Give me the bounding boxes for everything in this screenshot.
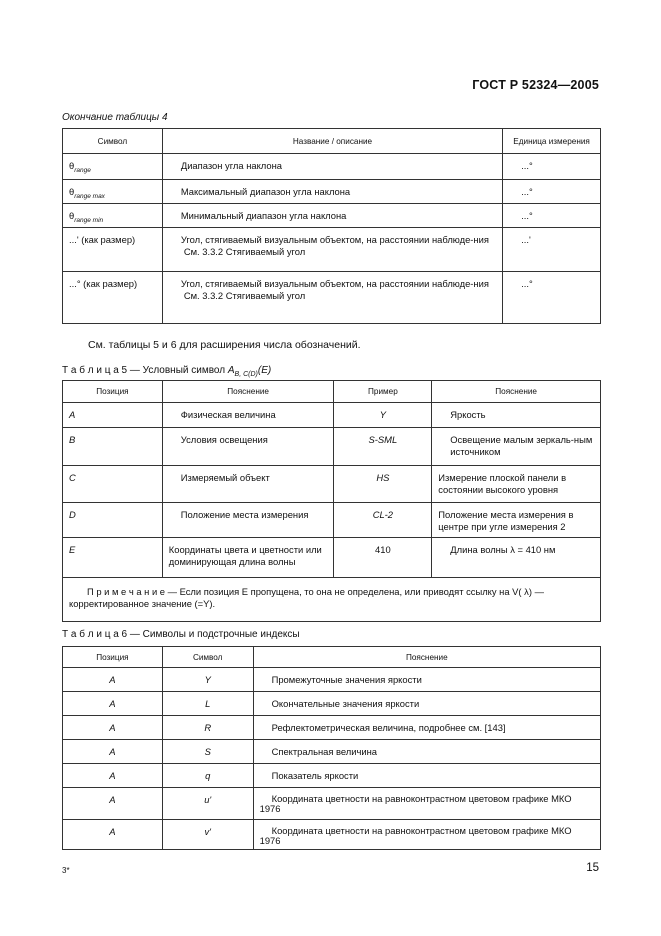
explanation: Рефлектометрическая величина, подробнее см. [143]	[271, 722, 506, 733]
explanation: Спектральная величина	[271, 746, 378, 757]
position: C	[69, 472, 76, 483]
example: Y	[379, 409, 386, 420]
table5-caption	[62, 365, 271, 376]
example: S-SML	[368, 434, 398, 445]
table5-header-explanation: Пояснение	[162, 381, 334, 403]
description: Минимальный диапазон угла наклона	[180, 210, 347, 221]
explanation-2: Измерение плоской панели в состоянии высокого уровня	[438, 472, 567, 495]
explanation-2: Длина волны λ = 410 нм	[450, 544, 556, 555]
explanation: Положение места измерения	[180, 509, 309, 520]
explanation: Условия освещения	[180, 434, 268, 445]
table-row	[63, 228, 601, 272]
table6-header-explanation: Пояснение	[253, 647, 600, 668]
symbol: v'	[204, 826, 211, 837]
symbol: θ	[69, 186, 75, 197]
position: A	[109, 722, 116, 733]
symbol: L	[205, 698, 211, 709]
explanation: Измеряемый объект	[180, 472, 270, 483]
unit: ...°	[521, 278, 533, 289]
table5-caption-subscript: B, C(D)	[234, 371, 258, 378]
table4-caption: Окончание таблицы 4	[62, 112, 168, 123]
explanation: Окончательные значения яркости	[271, 698, 420, 709]
symbol: S	[204, 746, 211, 757]
position: A	[109, 770, 116, 781]
symbol: ...' (как размер)	[69, 234, 136, 245]
table5-header-explanation-2: Пояснение	[432, 381, 601, 403]
table-row	[63, 466, 601, 503]
table-row	[63, 154, 601, 180]
explanation-2: Положение места измерения в центре при угле измерения 2	[438, 509, 574, 532]
document-header: ГОСТ Р 52324—2005	[472, 78, 599, 92]
table5-note: П р и м е ч а н и е — Если позиция E пропущена, то она не определена, или приводят ссылку на V( λ) — корректированное значение (=Y).	[69, 586, 544, 609]
table-row	[63, 503, 601, 538]
unit: ...°	[521, 160, 533, 171]
position: E	[69, 544, 76, 555]
description: Угол, стягиваемый визуальным объектом, на расстоянии наблюде-ния	[180, 234, 489, 245]
symbol: R	[204, 722, 212, 733]
table-row	[63, 716, 601, 740]
explanation: Промежуточные значения яркости	[271, 674, 422, 685]
position: A	[69, 409, 76, 420]
symbol: q	[205, 770, 211, 781]
position: A	[109, 794, 116, 805]
table5-header-position: Позиция	[63, 381, 163, 403]
unit: ...'	[521, 234, 531, 245]
table5-caption-prefix: Т а б л и ц а 5 — Условный символ	[62, 365, 228, 376]
explanation: Физическая величина	[180, 409, 276, 420]
table-row	[63, 668, 601, 692]
footer-left-mark: 3*	[62, 866, 70, 875]
table6	[62, 646, 601, 850]
symbol: θ	[69, 160, 75, 171]
position: A	[109, 746, 116, 757]
table-row	[63, 403, 601, 428]
unit: ...°	[521, 186, 533, 197]
explanation: Координаты цвета и цветности или доминирующая длина волны	[168, 544, 322, 567]
symbol: θ	[69, 210, 75, 221]
table4	[62, 128, 601, 324]
example: CL-2	[372, 509, 394, 520]
description: Максимальный диапазон угла наклона	[180, 186, 351, 197]
position: B	[69, 434, 76, 445]
table-row	[63, 788, 601, 820]
table-row	[63, 272, 601, 324]
symbol: ...° (как размер)	[69, 278, 138, 289]
position: A	[109, 698, 116, 709]
example: 410	[375, 544, 391, 555]
description-reference: См. 3.3.2 Стягиваемый угол	[183, 290, 306, 301]
explanation-2: Яркость	[450, 409, 486, 420]
table-row	[63, 820, 601, 850]
explanation: Показатель яркости	[271, 770, 359, 781]
description: Угол, стягиваемый визуальным объектом, на расстоянии наблюде-ния	[180, 278, 489, 289]
symbol-subscript: range min	[74, 217, 104, 224]
unit: ...°	[521, 210, 533, 221]
table6-caption: Т а б л и ц а 6 — Символы и подстрочные индексы	[62, 629, 300, 640]
table5-caption-suffix: (E)	[257, 365, 272, 376]
page-number: 15	[586, 862, 599, 874]
position: A	[109, 674, 116, 685]
table6-header-position: Позиция	[63, 647, 163, 668]
position: D	[69, 509, 76, 520]
table5-caption-symbol: A	[227, 365, 235, 376]
table-row	[63, 692, 601, 716]
explanation: Координата цветности на равноконтрастном цветовом графике МКО 1976	[259, 793, 572, 814]
explanation-2: Освещение малым зеркаль-ным источником	[450, 434, 593, 457]
description-reference: См. 3.3.2 Стягиваемый угол	[183, 246, 306, 257]
table-row	[63, 204, 601, 228]
symbol-subscript: range max	[74, 193, 105, 200]
table4-header-unit: Единица измерения	[503, 129, 601, 154]
table5-header-example: Пример	[334, 381, 432, 403]
table-row	[63, 740, 601, 764]
explanation: Координата цветности на равноконтрастном цветовом графике МКО 1976	[259, 825, 572, 846]
description: Диапазон угла наклона	[180, 160, 282, 171]
table6-header-symbol: Символ	[162, 647, 253, 668]
symbol: u'	[204, 794, 212, 805]
table-row	[63, 180, 601, 204]
table-row	[63, 764, 601, 788]
example: HS	[376, 472, 390, 483]
table4-header-name: Название / описание	[162, 129, 502, 154]
symbol: Y	[204, 674, 211, 685]
position: A	[109, 826, 116, 837]
table-row	[63, 428, 601, 466]
table5	[62, 380, 601, 622]
symbol-subscript: range	[74, 167, 91, 174]
table-row	[63, 538, 601, 578]
table4-header-symbol: Символ	[63, 129, 163, 154]
paragraph: См. таблицы 5 и 6 для расширения числа обозначений.	[88, 339, 361, 351]
